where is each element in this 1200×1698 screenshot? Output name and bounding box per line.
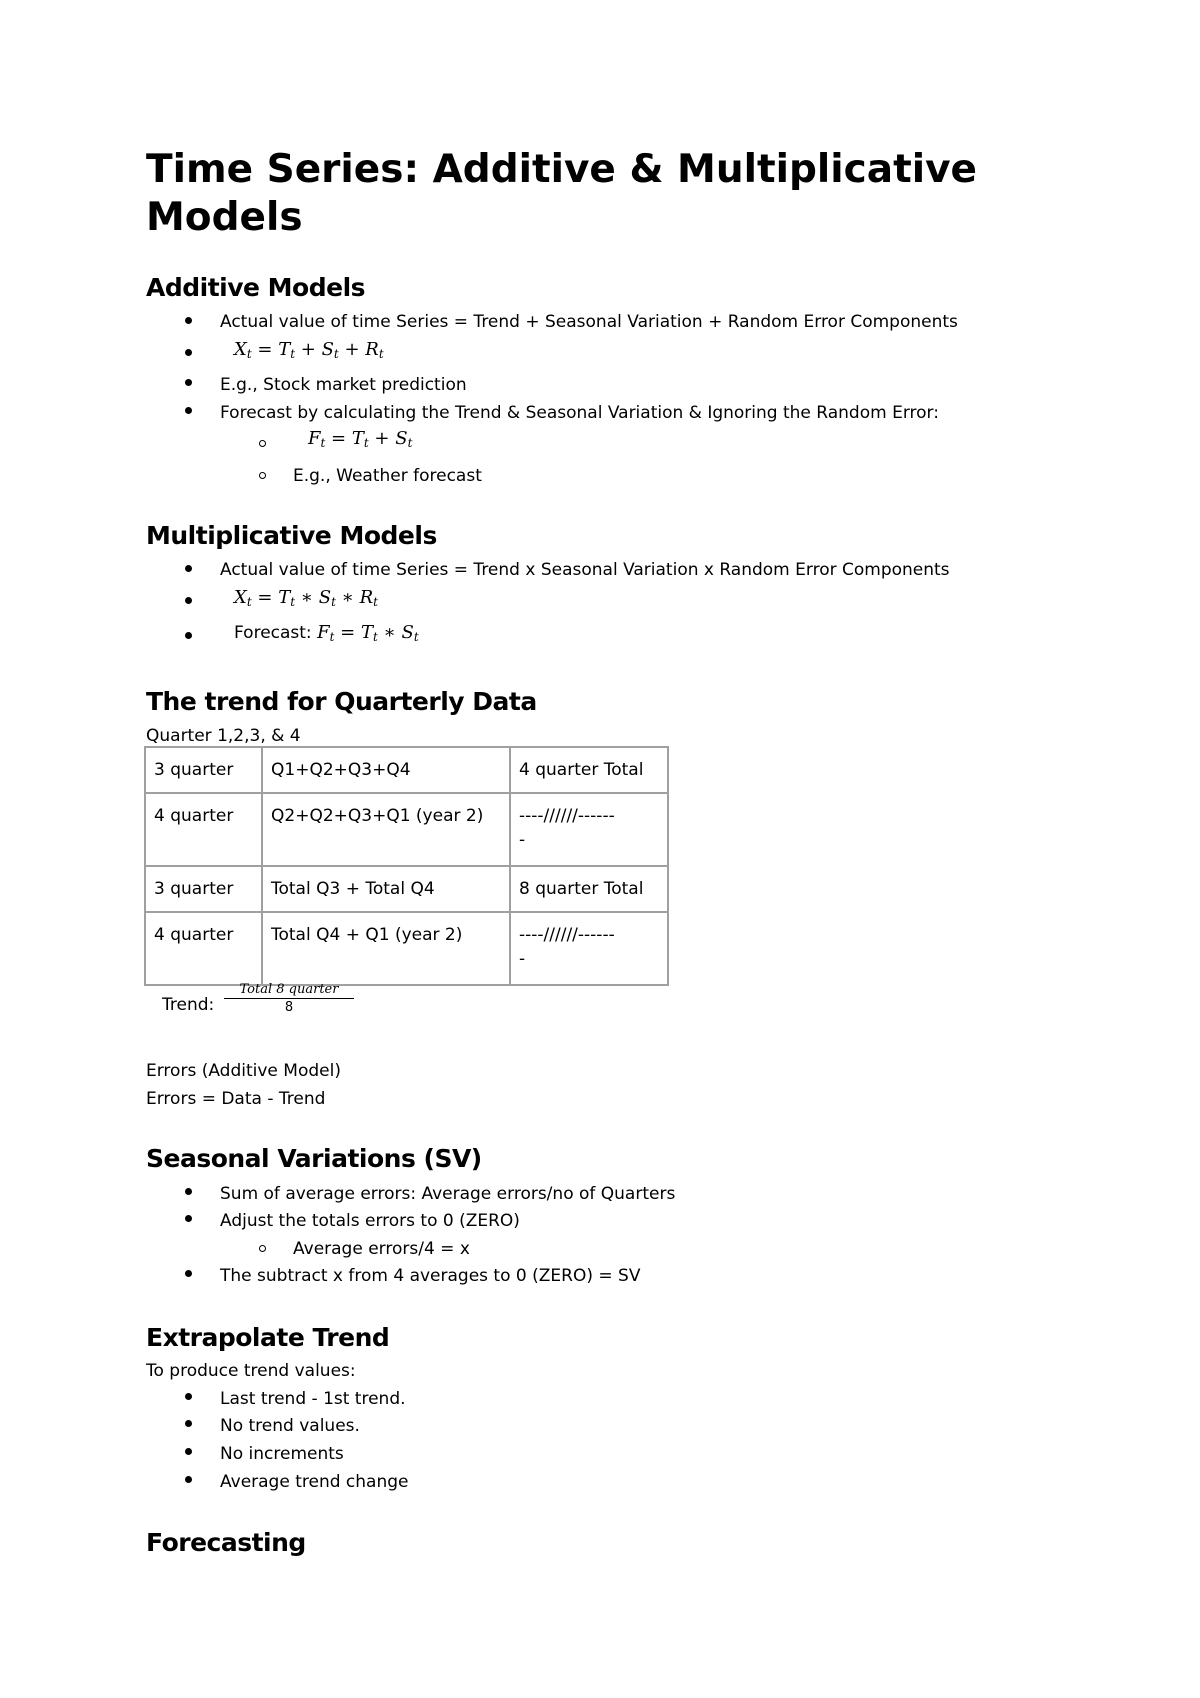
forecast-formula: $F_t = T_t$ ∗ $S_t$ — [317, 622, 419, 644]
additive-bullet-1: Actual value of time Series = Trend + Seasonal Variation + Random Error Components — [220, 312, 958, 332]
extrapolate-item: Average trend change — [220, 1472, 409, 1492]
bullet-icon — [185, 1420, 192, 1427]
trend-numerator: Total 8 quarter — [224, 982, 354, 999]
table-cell: Total Q4 + Q1 (year 2) — [262, 912, 510, 985]
additive-sub-2: E.g., Weather forecast — [293, 466, 482, 486]
trend-denominator: 8 — [284, 1000, 294, 1015]
sub-bullet-icon — [259, 1245, 266, 1252]
forecast-label: Forecast: — [234, 623, 312, 643]
seasonal-bullet-2: Adjust the totals errors to 0 (ZERO) — [220, 1211, 520, 1231]
table-row — [145, 793, 668, 866]
bullet-icon — [185, 632, 192, 639]
bullet-icon — [185, 1188, 192, 1195]
seasonal-bullet-1: Sum of average errors: Average errors/no of Quarters — [220, 1184, 676, 1204]
bullet-icon — [185, 349, 192, 356]
seasonal-bullet-3: The subtract x from 4 averages to 0 (ZERO) = SV — [220, 1266, 641, 1286]
multiplicative-heading: Multiplicative Models — [146, 521, 437, 550]
table-row — [145, 747, 668, 793]
additive-formula: $X_t = T_t + S_t + R_t$ — [234, 339, 384, 361]
trend-fraction — [224, 982, 354, 1017]
errors-formula: Errors = Data - Trend — [146, 1089, 326, 1109]
seasonal-sub-1: Average errors/4 = x — [293, 1239, 470, 1259]
trend-label: Trend: — [162, 995, 215, 1015]
multiplicative-bullet-1: Actual value of time Series = Trend x Seasonal Variation x Random Error Components — [220, 560, 950, 580]
table-cell: ----//////------ - — [510, 793, 668, 866]
table-cell: 3 quarter — [145, 747, 262, 793]
trend-subtitle: Quarter 1,2,3, & 4 — [146, 726, 301, 746]
extrapolate-item: No trend values. — [220, 1416, 360, 1436]
table-cell: Q2+Q2+Q3+Q1 (year 2) — [262, 793, 510, 866]
extrapolate-item: Last trend - 1st trend. — [220, 1389, 406, 1409]
table-cell: 4 quarter Total — [510, 747, 668, 793]
bullet-icon — [185, 565, 192, 572]
sub-bullet-icon — [259, 440, 266, 447]
bullet-icon — [185, 1215, 192, 1222]
extrapolate-intro: To produce trend values: — [146, 1361, 356, 1381]
bullet-icon — [185, 1393, 192, 1400]
bullet-icon — [185, 597, 192, 604]
table-cell: 4 quarter — [145, 793, 262, 866]
table-cell: 3 quarter — [145, 866, 262, 912]
multiplicative-forecast — [234, 622, 419, 648]
bullet-icon — [185, 1448, 192, 1455]
bullet-icon — [185, 317, 192, 324]
table-row — [145, 912, 668, 985]
table-cell: 4 quarter — [145, 912, 262, 985]
page-title: Time Series: Additive & Multiplicative Models — [146, 147, 977, 240]
additive-sub-formula: $F_t = T_t + S_t$ — [308, 428, 413, 450]
table-cell: 8 quarter Total — [510, 866, 668, 912]
additive-bullet-3: E.g., Stock market prediction — [220, 375, 467, 395]
errors-title: Errors (Additive Model) — [146, 1061, 341, 1081]
additive-heading: Additive Models — [146, 273, 366, 302]
table-cell: Total Q3 + Total Q4 — [262, 866, 510, 912]
table-cell: ----//////------ - — [510, 912, 668, 985]
additive-bullet-4: Forecast by calculating the Trend & Seasonal Variation & Ignoring the Random Error: — [220, 403, 939, 423]
trend-heading: The trend for Quarterly Data — [146, 687, 537, 716]
table-cell: Q1+Q2+Q3+Q4 — [262, 747, 510, 793]
bullet-icon — [185, 1270, 192, 1277]
multiplicative-formula: $X_t = T_t$ ∗ $S_t$ ∗ $R_t$ — [234, 587, 378, 609]
extrapolate-heading: Extrapolate Trend — [146, 1323, 390, 1352]
quarter-table — [144, 746, 669, 986]
sub-bullet-icon — [259, 472, 266, 479]
bullet-icon — [185, 1476, 192, 1483]
table-row — [145, 866, 668, 912]
bullet-icon — [185, 407, 192, 414]
seasonal-heading: Seasonal Variations (SV) — [146, 1144, 482, 1173]
extrapolate-item: No increments — [220, 1444, 344, 1464]
bullet-icon — [185, 379, 192, 386]
forecasting-heading: Forecasting — [146, 1528, 306, 1557]
